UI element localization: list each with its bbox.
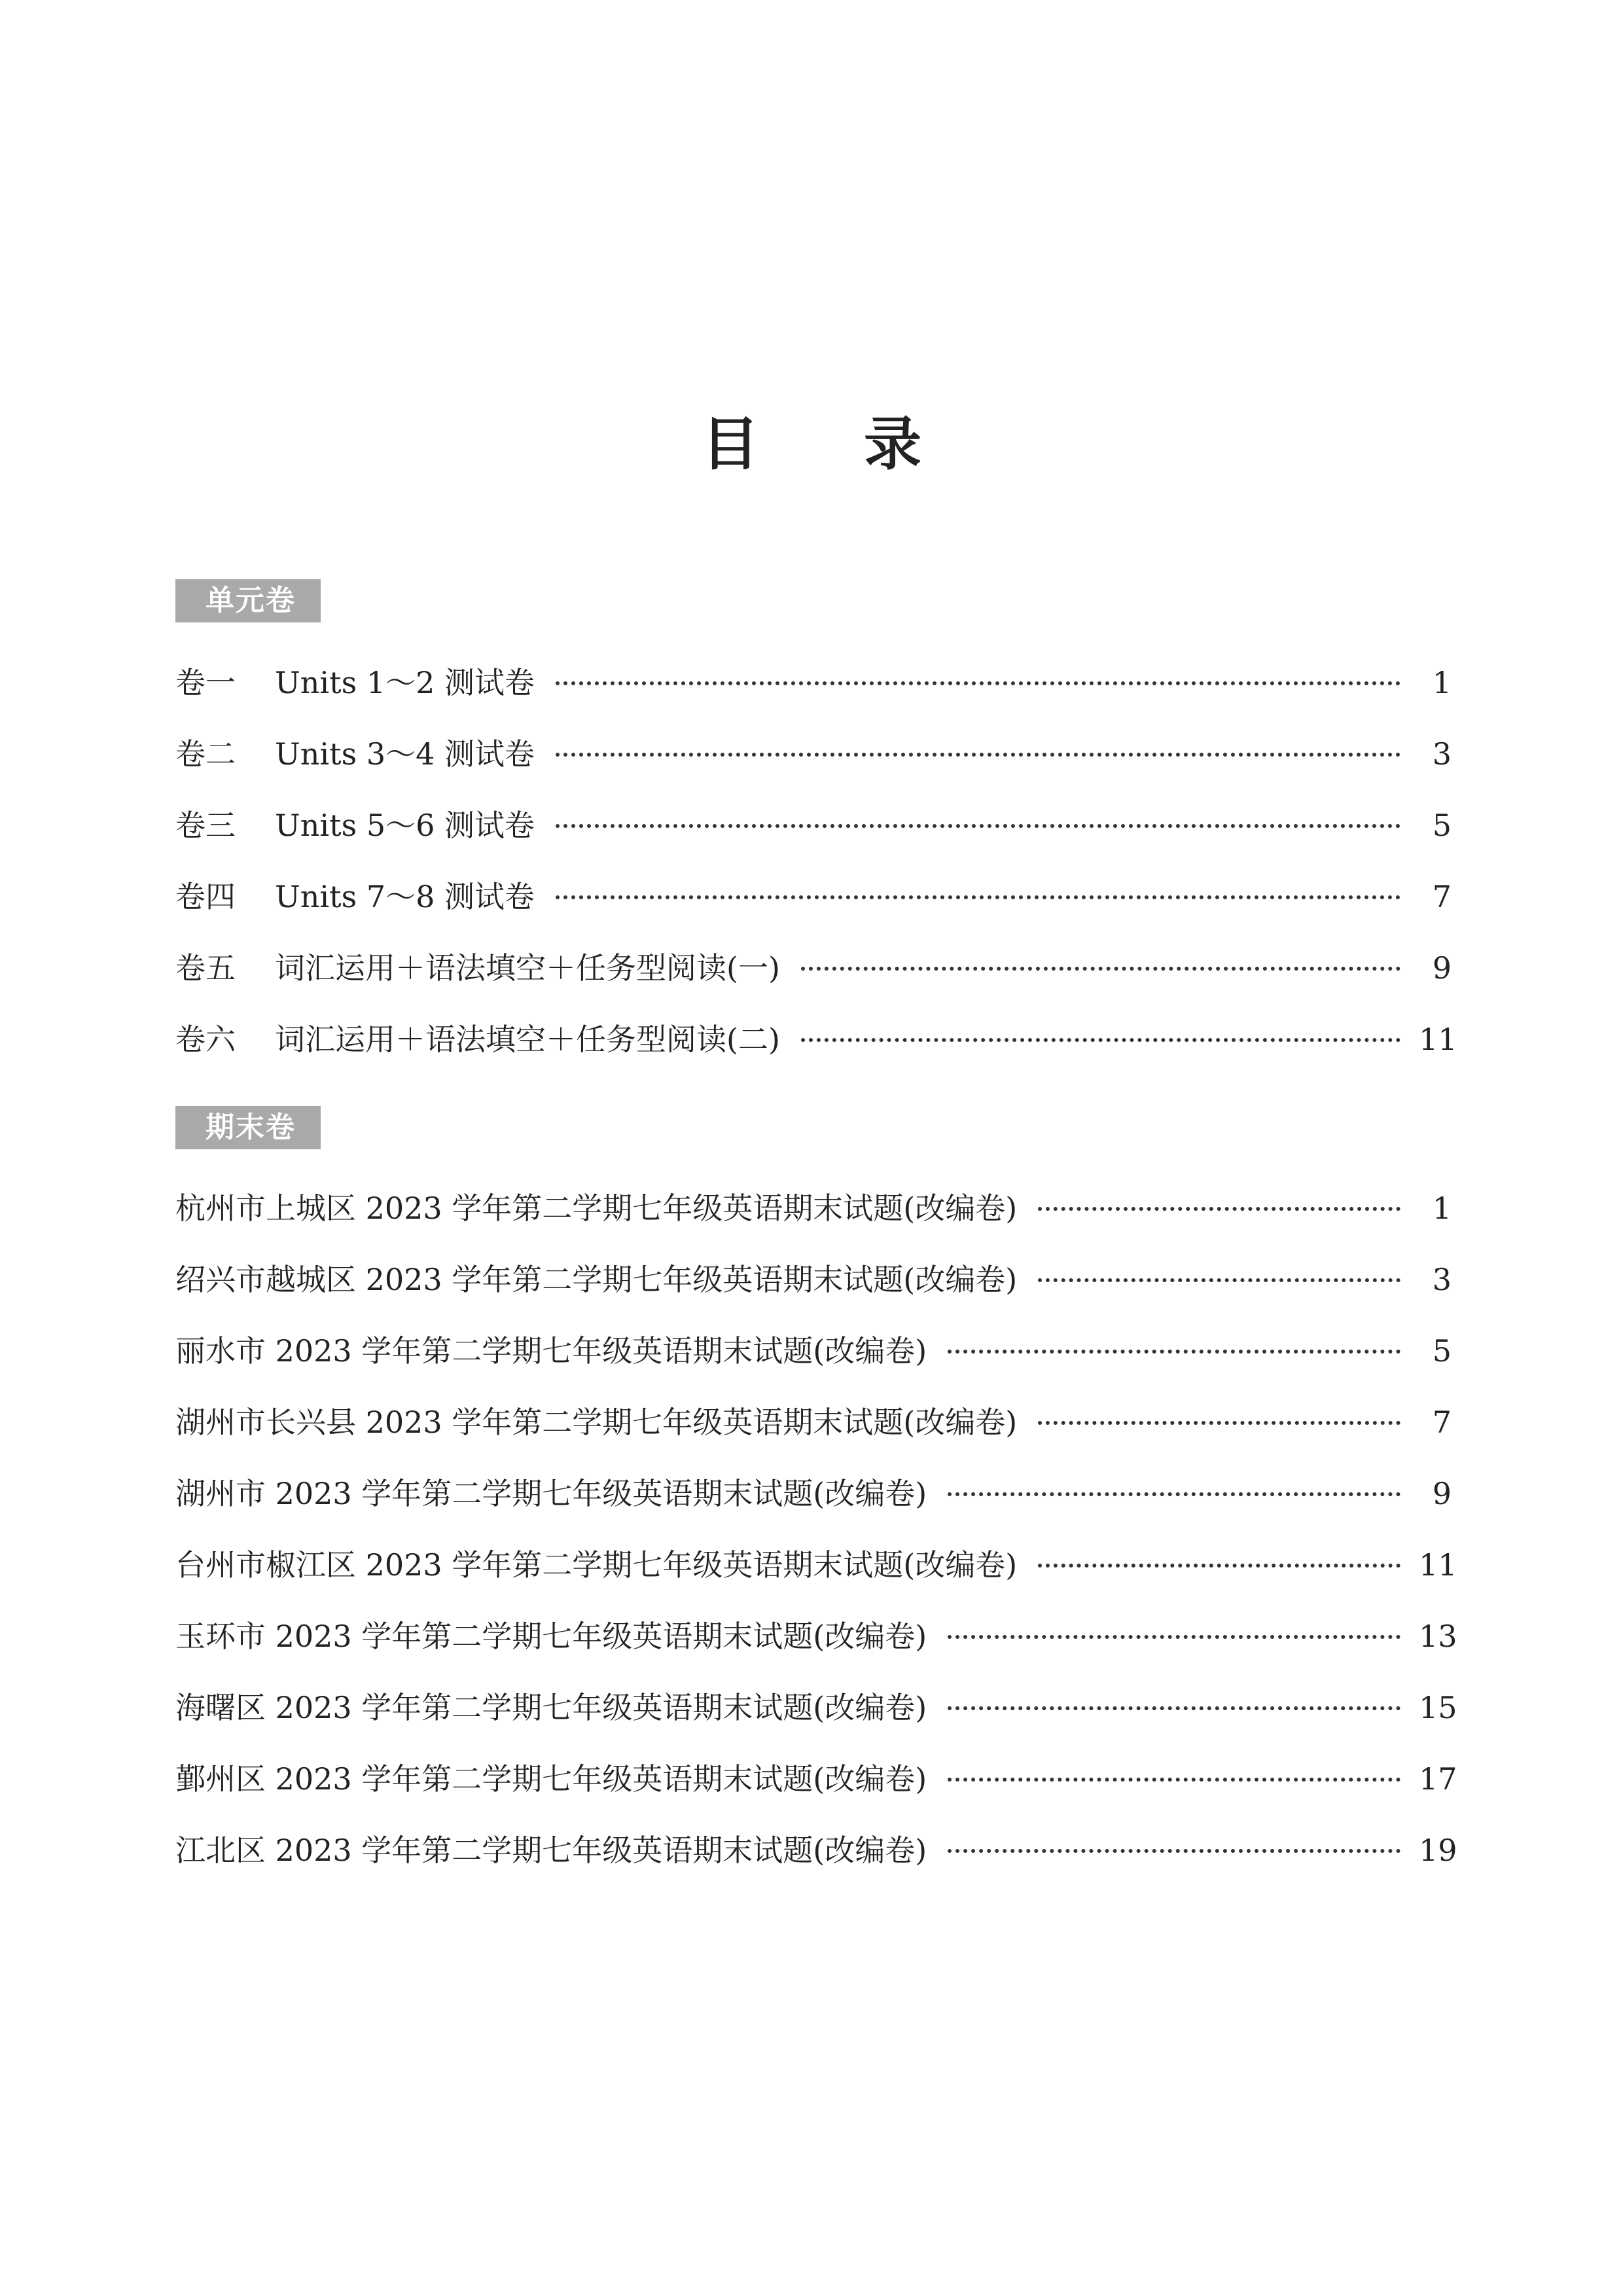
- toc-entry-title: Units 1～2 测试卷: [275, 665, 535, 700]
- toc-entry-title: 海曙区 2023 学年第二学期七年级英语期末试题(改编卷): [175, 1690, 927, 1725]
- toc-entry-title: 鄞州区 2023 学年第二学期七年级英语期末试题(改编卷): [175, 1761, 927, 1797]
- toc-entry-page: 9: [1432, 1476, 1452, 1511]
- dot-leader: [1038, 1564, 1400, 1568]
- toc-entry-title: 玉环市 2023 学年第二学期七年级英语期末试题(改编卷): [175, 1619, 927, 1654]
- toc-entry-prefix: 卷三: [175, 808, 236, 843]
- toc-entry-title: Units 7～8 测试卷: [275, 879, 535, 914]
- page-title-char-2: 录: [864, 410, 922, 478]
- toc-entry-page: 11: [1419, 1547, 1457, 1583]
- dot-leader: [1038, 1278, 1400, 1282]
- toc-list: [175, 663, 1457, 1091]
- dot-leader: [801, 967, 1400, 971]
- section-label: 单元卷: [175, 579, 321, 622]
- toc-entry-page: 7: [1432, 879, 1452, 914]
- toc-entry-page: 17: [1419, 1761, 1457, 1797]
- toc-entry-title: Units 5～6 测试卷: [275, 808, 535, 843]
- toc-entry-page: 13: [1419, 1619, 1457, 1654]
- toc-entry-title: 台州市椒江区 2023 学年第二学期七年级英语期末试题(改编卷): [175, 1547, 1018, 1583]
- toc-entry-prefix: 卷一: [175, 665, 236, 700]
- toc-entry-page: 15: [1419, 1690, 1457, 1725]
- toc-entry[interactable]: [175, 1020, 1457, 1091]
- dot-leader: [948, 1492, 1400, 1496]
- toc-list: [175, 1189, 1457, 1902]
- toc-entry-title: 湖州市 2023 学年第二学期七年级英语期末试题(改编卷): [175, 1476, 927, 1511]
- toc-entry[interactable]: [175, 1403, 1452, 1474]
- toc-entry[interactable]: [175, 1688, 1457, 1759]
- page-title: [0, 404, 1623, 483]
- dot-leader: [1038, 1421, 1400, 1425]
- toc-entry[interactable]: [175, 948, 1452, 1020]
- toc-entry-prefix: 卷二: [175, 736, 236, 772]
- toc-entry-title: 绍兴市越城区 2023 学年第二学期七年级英语期末试题(改编卷): [175, 1262, 1018, 1297]
- toc-entry-page: 1: [1432, 1191, 1452, 1226]
- dot-leader: [556, 824, 1400, 828]
- dot-leader: [556, 681, 1400, 685]
- toc-entry-page: 9: [1432, 950, 1452, 986]
- toc-entry-prefix: 卷六: [175, 1022, 236, 1057]
- section-unit-tests: [175, 579, 1457, 1091]
- toc-entry-page: 7: [1432, 1405, 1452, 1440]
- section-label: 期末卷: [175, 1106, 321, 1149]
- section-final-exams: [175, 1106, 1457, 1902]
- toc-entry[interactable]: [175, 1189, 1452, 1260]
- dot-leader: [556, 753, 1400, 757]
- toc-entry-title: 江北区 2023 学年第二学期七年级英语期末试题(改编卷): [175, 1833, 927, 1868]
- toc-entry-page: 5: [1432, 1333, 1452, 1369]
- toc-entry-page: 3: [1432, 736, 1452, 772]
- dot-leader: [556, 895, 1400, 899]
- toc-entry-page: 19: [1419, 1833, 1457, 1868]
- toc-entry-title: 词汇运用＋语法填空＋任务型阅读(二): [275, 1022, 780, 1057]
- toc-entry-prefix: 卷四: [175, 879, 236, 914]
- toc-entry-title: 词汇运用＋语法填空＋任务型阅读(一): [275, 950, 780, 986]
- page-title-char-1: 目: [701, 410, 759, 478]
- dot-leader: [948, 1778, 1400, 1782]
- dot-leader: [948, 1635, 1400, 1639]
- toc-entry-prefix: 卷五: [175, 950, 236, 986]
- toc-entry[interactable]: [175, 877, 1452, 948]
- toc-entry[interactable]: [175, 806, 1452, 877]
- dot-leader: [948, 1849, 1400, 1853]
- dot-leader: [801, 1038, 1400, 1042]
- toc-entry[interactable]: [175, 1260, 1452, 1331]
- toc-entry-page: 3: [1432, 1262, 1452, 1297]
- toc-entry[interactable]: [175, 734, 1452, 806]
- dot-leader: [1038, 1207, 1400, 1211]
- dot-leader: [948, 1706, 1400, 1710]
- toc-entry-page: 5: [1432, 808, 1452, 843]
- toc-entry[interactable]: [175, 1474, 1452, 1545]
- toc-entry[interactable]: [175, 1831, 1457, 1902]
- toc-entry[interactable]: [175, 1545, 1457, 1617]
- toc-entry-title: Units 3～4 测试卷: [275, 736, 535, 772]
- toc-entry-title: 杭州市上城区 2023 学年第二学期七年级英语期末试题(改编卷): [175, 1191, 1018, 1226]
- toc-entry-page: 1: [1432, 665, 1452, 700]
- toc-entry[interactable]: [175, 663, 1452, 734]
- toc-entry[interactable]: [175, 1617, 1457, 1688]
- toc-entry[interactable]: [175, 1331, 1452, 1403]
- toc-entry-title: 丽水市 2023 学年第二学期七年级英语期末试题(改编卷): [175, 1333, 927, 1369]
- dot-leader: [948, 1350, 1400, 1354]
- toc-entry-title: 湖州市长兴县 2023 学年第二学期七年级英语期末试题(改编卷): [175, 1405, 1018, 1440]
- toc-entry[interactable]: [175, 1759, 1457, 1831]
- toc-entry-page: 11: [1419, 1022, 1457, 1057]
